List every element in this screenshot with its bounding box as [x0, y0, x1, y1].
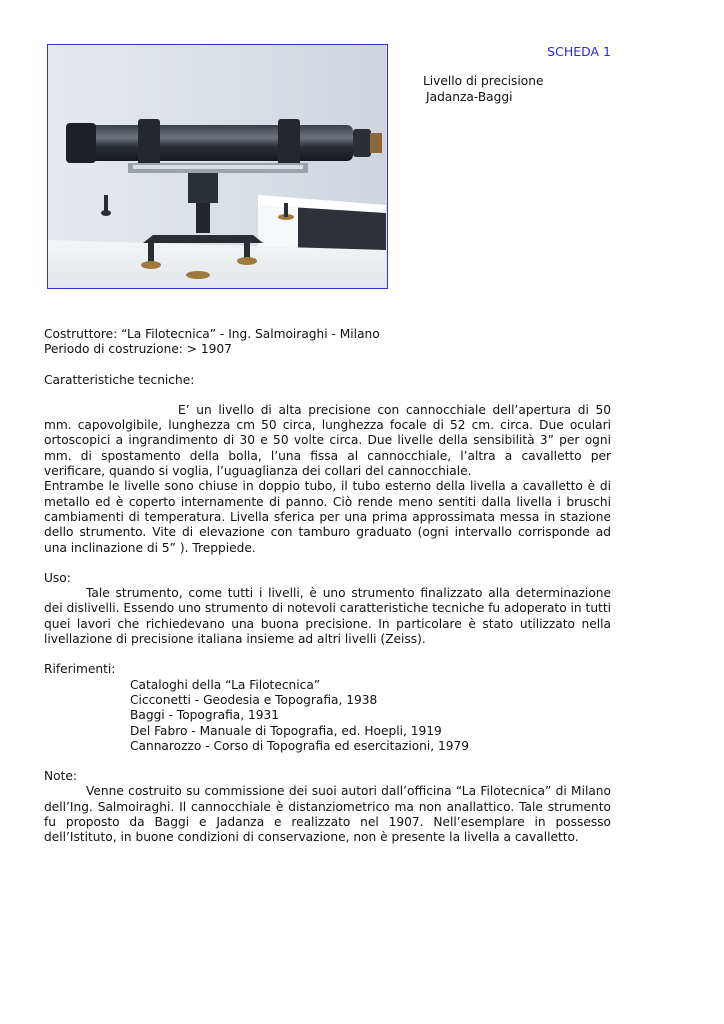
title-line-1: Livello di precisione: [423, 74, 544, 88]
title-line-2: Jadanza-Baggi: [426, 90, 513, 104]
uso-heading: Uso:: [44, 570, 71, 585]
riferimenti-heading: Riferimenti:: [44, 662, 116, 677]
periodo-costruzione: Periodo di costruzione: > 1907: [44, 342, 232, 357]
note-heading: Note:: [44, 769, 77, 784]
caratteristiche-paragraph-2: Entrambe le livelle sono chiuse in doppio tubo, il tubo esterno della livella a cavalletto è di metallo ed è coperto internamente di panno. Ciò rende meno sentiti dalla livella i bruschi cambiamenti di temperatura. Livella sferica per una prima approssimata messa in stazione dello strumento. Vite di elevazione con tamburo graduato (ogni intervallo corrisponde ad una inclinazione di 5” ). Treppiede.: [44, 479, 611, 555]
uso-paragraph: Tale strumento, come tutti i livelli, è uno strumento finalizzato alla determinazione dei dislivelli. Essendo uno strumento di notevoli caratteristiche tecniche fu adoperato in tutti quei lavori che richiedevano una buona precisione. In particolare è stato utilizzato nella livellazione di precisione italiana insieme ad altri livelli (Zeiss).: [44, 586, 611, 647]
costruttore: Costruttore: “La Filotecnica” - Ing. Salmoiraghi - Milano: [44, 327, 380, 341]
note-paragraph: Venne costruito su commissione dei suoi autori dall’officina “La Filotecnica” di Milano dell’Ing. Salmoiraghi. Il cannocchiale è distanziometrico ma non anallattico. Tale strumento fu proposto da Baggi e Jadanza e realizzato nel 1907. Nell’esemplare in possesso dell’Istituto, in buone condizioni di conservazione, non è presente la livella a cavalletto.: [44, 784, 611, 845]
instrument-photo: [47, 44, 388, 289]
caratteristiche-heading: Caratteristiche tecniche:: [44, 372, 195, 387]
riferimento-item: Baggi - Topografia, 1931: [130, 708, 279, 723]
caratteristiche-paragraph-1: E’ un livello di alta precisione con cannocchiale dell’apertura di 50 mm. capovolgibile, lunghezza cm 50 circa, lunghezza focale di 52 cm. circa. Due oculari ortoscopici a ingrandimento di 30 e 50 volte circa. Due livelle della sensibilità 3” per ogni mm. di spostamento della bolla, l’una fissa al cannocchiale, l’altra a cavalletto per verificare, quando si voglia, l’uguaglianza dei collari del cannocchiale.: [44, 402, 611, 479]
instrument-title: [423, 73, 543, 105]
riferimento-item: Del Fabro - Manuale di Topografia, ed. Hoepli, 1919: [130, 723, 442, 738]
info-section: [44, 327, 611, 846]
level-instrument-illustration: [48, 45, 386, 287]
riferimento-item: Cataloghi della “La Filotecnica”: [130, 677, 321, 692]
riferimento-item: Cannarozzo - Corso di Topografia ed esercitazioni, 1979: [130, 738, 470, 753]
scheda-label: SCHEDA 1: [547, 44, 611, 59]
riferimenti-list: [44, 678, 611, 754]
riferimento-item: Cicconetti - Geodesia e Topografia, 1938: [130, 692, 378, 707]
